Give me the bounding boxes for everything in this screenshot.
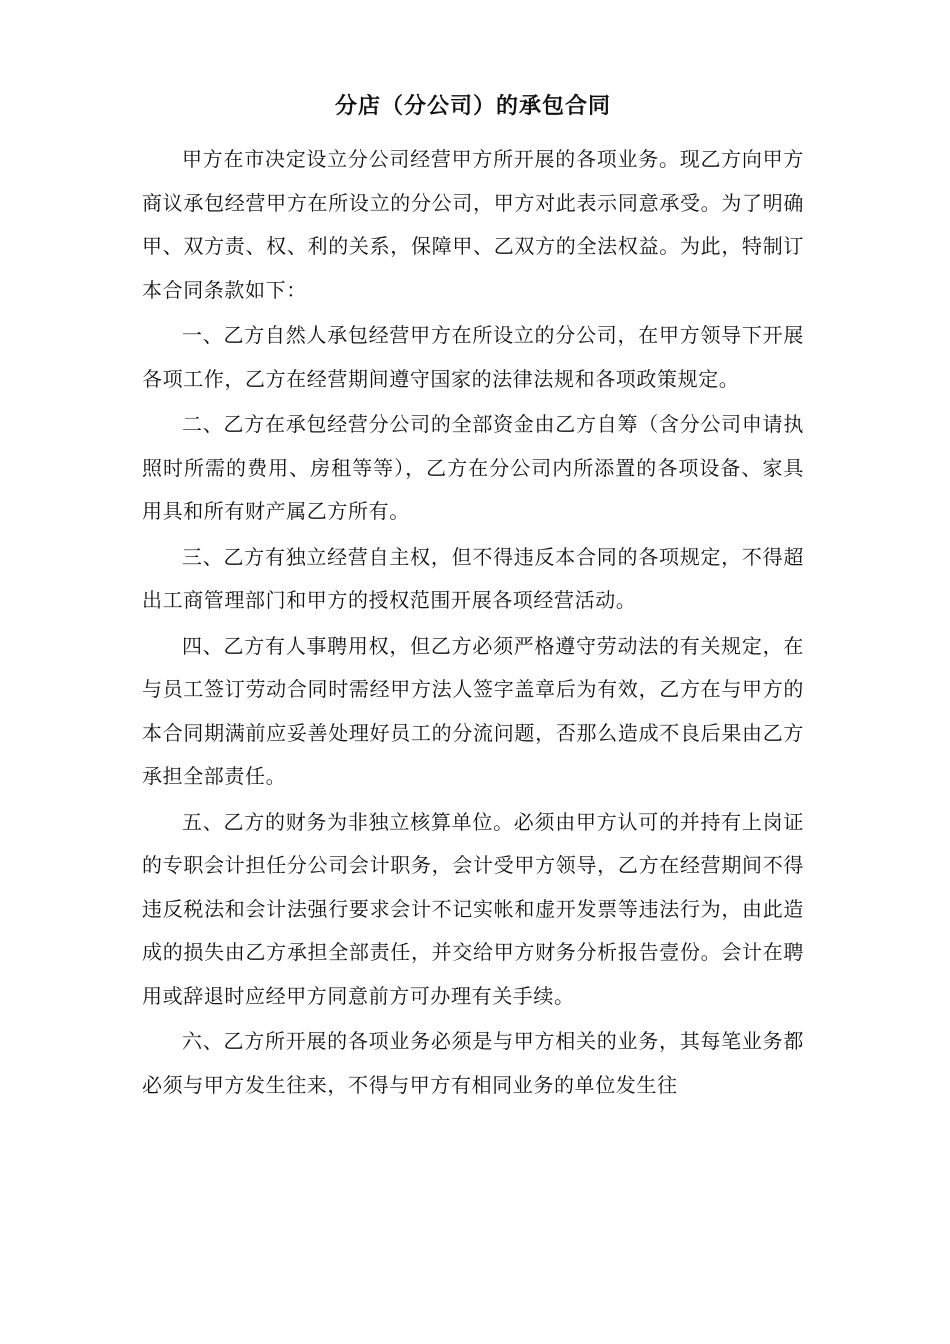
intro-paragraph: 甲方在市决定设立分公司经营甲方所开展的各项业务。现乙方向甲方商议承包经营甲方在所设立的分公司，甲方对此表示同意承受。为了明确甲、双方责、权、利的关系，保障甲、乙双方的全法权益。为此，特制订本合同条款如下：	[142, 147, 804, 302]
contract-page	[142, 86, 804, 1109]
clause-2-paragraph: 二、乙方在承包经营分公司的全部资金由乙方自筹（含分公司申请执照时所需的费用、房租等等），乙方在分公司内所添置的各项设备、家具用具和所有财产属乙方所有。	[142, 412, 804, 523]
clause-5-paragraph: 五、乙方的财务为非独立核算单位。必须由甲方认可的并持有上岗证的专职会计担任分公司会计职务，会计受甲方领导，乙方在经营期间不得违反税法和会计法强行要求会计不记实帐和虚开发票等违法行为，由此造成的损失由乙方承担全部责任，并交给甲方财务分析报告壹份。会计在聘用或辞退时应经甲方同意前方可办理有关手续。	[142, 809, 804, 1008]
clause-1-paragraph: 一、乙方自然人承包经营甲方在所设立的分公司，在甲方领导下开展各项工作，乙方在经营期间遵守国家的法律法规和各项政策规定。	[142, 323, 804, 391]
clause-4-paragraph: 四、乙方有人事聘用权，但乙方必须严格遵守劳动法的有关规定，在与员工签订劳动合同时需经甲方法人签字盖章后为有效，乙方在与甲方的本合同期满前应妥善处理好员工的分流问题，否那么造成不良后果由乙方承担全部责任。	[142, 633, 804, 788]
clause-3-paragraph: 三、乙方有独立经营自主权，但不得违反本合同的各项规定，不得超出工商管理部门和甲方的授权范围开展各项经营活动。	[142, 544, 804, 612]
document-title: 分店（分公司）的承包合同	[334, 93, 611, 119]
clause-6-paragraph: 六、乙方所开展的各项业务必须是与甲方相关的业务，其每笔业务都必须与甲方发生往来，不得与甲方有相同业务的单位发生往	[142, 1029, 804, 1097]
